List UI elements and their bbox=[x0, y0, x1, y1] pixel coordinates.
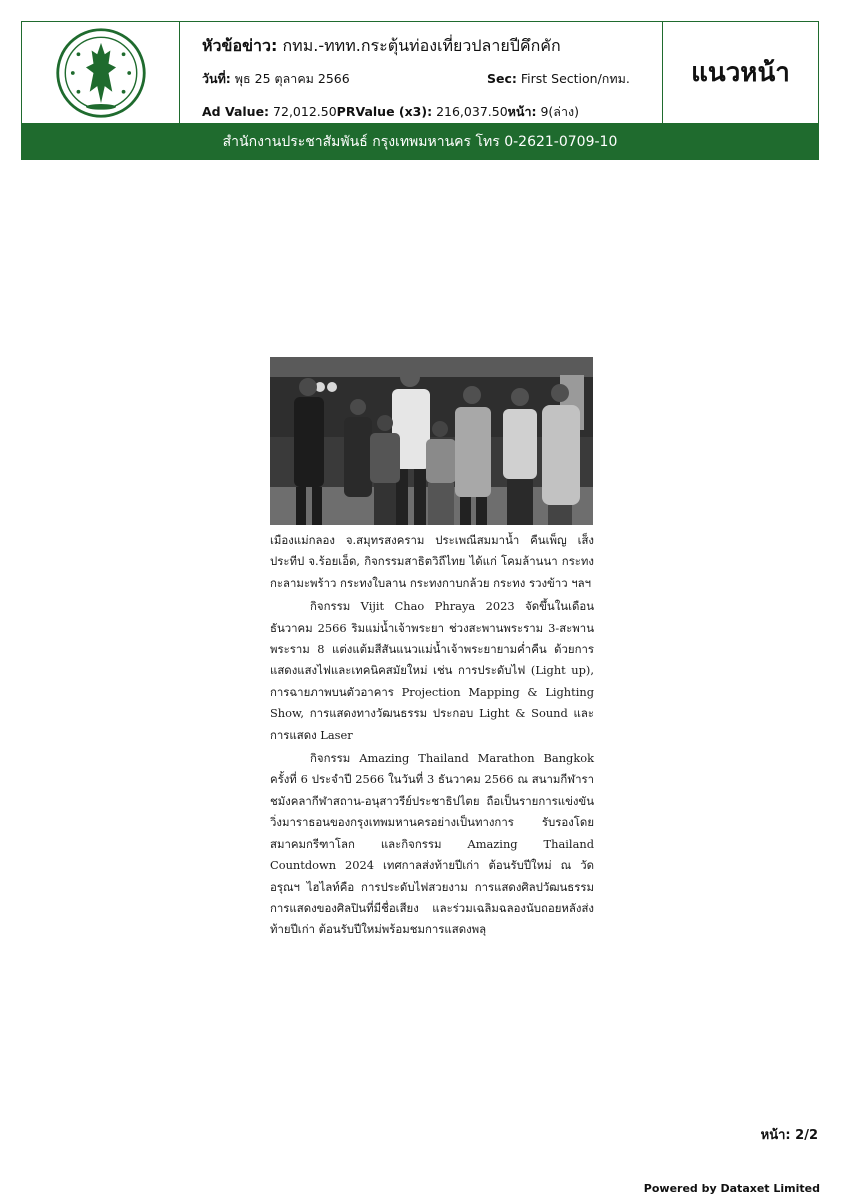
article-paragraph-3: กิจกรรม Amazing Thailand Marathon Bangkok ครั้งที่ 6 ประจำปี 2566 ในวันที่ 3 ธันวาคม 2566 ณ สนามกีฬาราชมังคลากีฬาสถาน-อนุสาวรีย์ประชาธิปไตย ถือเป็นรายการแข่งขันวิ่งมาราธอนของกรุงเทพมหานครอย่างเป็นทางการ รับรองโดยสมาคมกรีฑาโลก และกิจกรรม Amazing Thailand Countdown 2024 เทศกาลส่งท้ายปีเก่า ต้อนรับปีใหม่ ณ วัดอรุณฯ ไฮไลท์คือ การประดับไฟสวยงาม การแสดงศิลปวัฒนธรรม การแสดงของศิลปินที่มีชื่อเสียง และร่วมเฉลิมฉลองนับถอยหลังส่งท้ายปีเก่า ต้อนรับปีใหม่พร้อมชมการแสดงพลุ bbox=[270, 751, 594, 937]
office-banner: สำนักงานประชาสัมพันธ์ กรุงเทพมหานคร โทร 0-2621-0709-10 bbox=[21, 124, 819, 160]
section-info bbox=[487, 69, 630, 89]
date-value: พุธ 25 ตุลาคม 2566 bbox=[234, 71, 350, 86]
article-paragraph-1: เมืองแม่กลอง จ.สมุทรสงคราม ประเพณีสมมาน้ำ คืนเพ็ญ เส็งประทีป จ.ร้อยเอ็ด, กิจกรรมสาธิตวิถีไทย ได้แก่ โคมล้านนา กระทงกะลามะพร้าว กระทงใบลาน กระทงกาบกล้วย กระทง รวงข้าว ฯลฯ bbox=[270, 533, 594, 590]
sec-value: First Section/กทม. bbox=[520, 71, 630, 86]
page-value: 9(ล่าง) bbox=[540, 104, 579, 119]
seal-icon bbox=[54, 26, 148, 120]
pr-value: 216,037.50 bbox=[436, 104, 508, 119]
bma-seal-logo bbox=[22, 22, 180, 123]
date-label: วันที่: bbox=[202, 71, 231, 86]
sec-label: Sec: bbox=[487, 71, 517, 86]
date-row bbox=[202, 69, 662, 89]
publication-name: แนวหน้า bbox=[691, 58, 790, 88]
headline-row bbox=[202, 34, 662, 59]
powered-by: Powered by Dataxet Limited bbox=[643, 1182, 820, 1195]
ad-value: 72,012.50 bbox=[273, 104, 337, 119]
page-number: หน้า: 2/2 bbox=[760, 1128, 818, 1143]
ad-value-label: Ad Value: bbox=[202, 104, 270, 119]
page-label: หน้า: bbox=[507, 104, 537, 119]
clipping-info bbox=[180, 22, 663, 123]
pr-value-label: PRValue (x3): bbox=[336, 104, 433, 119]
article-body bbox=[270, 530, 594, 941]
headline-label: หัวข้อข่าว: bbox=[202, 36, 278, 55]
group-photo-image bbox=[270, 357, 593, 525]
news-photo bbox=[270, 357, 593, 525]
article-paragraph-2: กิจกรรม Vijit Chao Phraya 2023 จัดขึ้นในเดือน ธันวาคม 2566 ริมแม่น้ำเจ้าพระยา ช่วงสะพานพระราม 3-สะพานพระราม 8 แต่งแต้มสีสันแนวแม่น้ำเจ้าพระยายามค่ำคืน ด้วยการแสดงแสงไฟและเทคนิคสมัยใหม่ เช่น การประดับไฟ (Light up), การฉายภาพบนตัวอาคาร Projection Mapping & Lighting Show, การแสดงทางวัฒนธรรม ประกอบ Light & Sound และการแสดง Laser bbox=[270, 599, 594, 742]
clipping-header bbox=[21, 21, 819, 124]
value-row bbox=[202, 102, 662, 122]
headline: กทม.-ททท.กระตุ้นท่องเที่ยวปลายปีคึกคัก bbox=[282, 36, 561, 55]
